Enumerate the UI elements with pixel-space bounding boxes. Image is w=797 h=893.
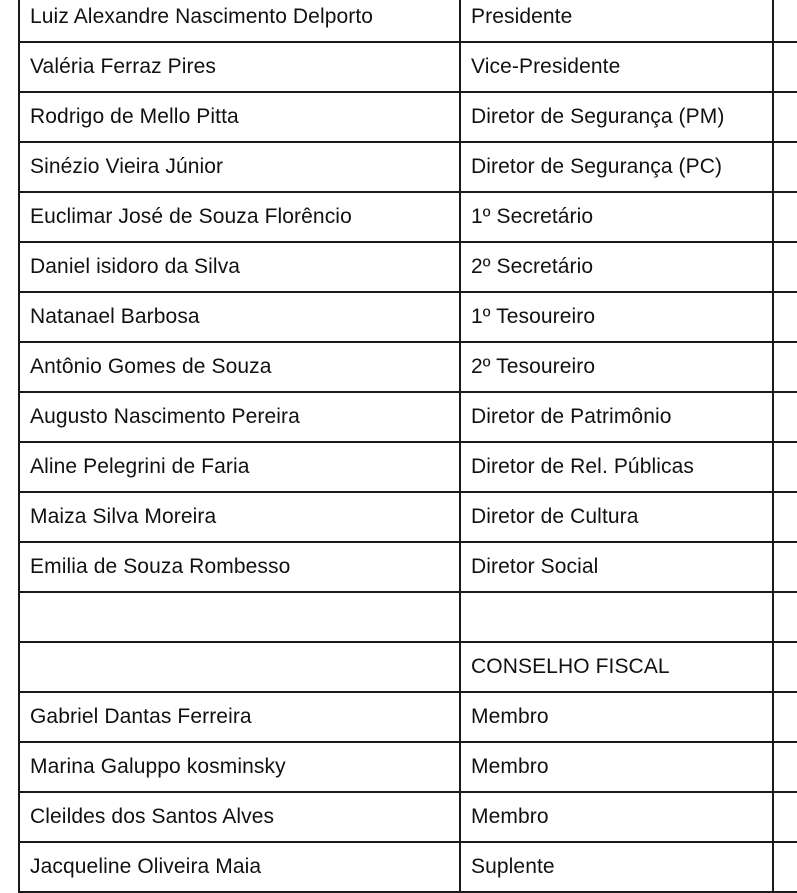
empty-cell <box>774 843 797 891</box>
section-heading-cell: CONSELHO FISCAL <box>461 643 774 691</box>
member-role-cell <box>461 593 774 641</box>
empty-cell <box>774 743 797 791</box>
empty-cell <box>774 393 797 441</box>
table-row <box>20 443 797 493</box>
table-row <box>20 43 797 93</box>
member-role-cell: Diretor de Segurança (PM) <box>461 93 774 141</box>
table-row <box>20 393 797 443</box>
member-name-cell: Daniel isidoro da Silva <box>20 243 461 291</box>
table-row <box>20 243 797 293</box>
member-name-cell: Natanael Barbosa <box>20 293 461 341</box>
table-row <box>20 93 797 143</box>
member-name-cell: Gabriel Dantas Ferreira <box>20 693 461 741</box>
member-name-cell: Sinézio Vieira Júnior <box>20 143 461 191</box>
empty-cell <box>774 793 797 841</box>
member-role-cell: Vice-Presidente <box>461 43 774 91</box>
empty-cell <box>774 693 797 741</box>
member-name-cell: Cleildes dos Santos Alves <box>20 793 461 841</box>
empty-cell <box>774 493 797 541</box>
member-role-cell: Suplente <box>461 843 774 891</box>
board-members-table <box>18 0 797 893</box>
member-role-cell: Diretor de Patrimônio <box>461 393 774 441</box>
member-name-cell: Luiz Alexandre Nascimento Delporto <box>20 0 461 41</box>
member-role-cell: Presidente <box>461 0 774 41</box>
empty-cell <box>774 93 797 141</box>
member-name-cell: Augusto Nascimento Pereira <box>20 393 461 441</box>
member-role-cell: Diretor de Segurança (PC) <box>461 143 774 191</box>
table-row <box>20 0 797 43</box>
table-row <box>20 593 797 643</box>
empty-cell <box>774 0 797 41</box>
table-row <box>20 793 797 843</box>
member-role-cell: Membro <box>461 793 774 841</box>
member-role-cell: Membro <box>461 693 774 741</box>
member-role-cell: 1º Tesoureiro <box>461 293 774 341</box>
empty-cell <box>774 43 797 91</box>
empty-cell <box>774 143 797 191</box>
member-name-cell: Emilia de Souza Rombesso <box>20 543 461 591</box>
member-name-cell: Rodrigo de Mello Pitta <box>20 93 461 141</box>
empty-cell <box>774 593 797 641</box>
empty-cell <box>774 293 797 341</box>
table-row <box>20 293 797 343</box>
member-role-cell: Diretor de Rel. Públicas <box>461 443 774 491</box>
member-name-cell: Antônio Gomes de Souza <box>20 343 461 391</box>
table-row <box>20 343 797 393</box>
member-name-cell: Valéria Ferraz Pires <box>20 43 461 91</box>
empty-cell <box>774 443 797 491</box>
empty-cell <box>774 243 797 291</box>
member-role-cell: 1º Secretário <box>461 193 774 241</box>
empty-cell <box>774 643 797 691</box>
member-name-cell: Euclimar José de Souza Florêncio <box>20 193 461 241</box>
member-role-cell: Diretor de Cultura <box>461 493 774 541</box>
table-row <box>20 493 797 543</box>
member-role-cell: 2º Tesoureiro <box>461 343 774 391</box>
member-role-cell: 2º Secretário <box>461 243 774 291</box>
table-row <box>20 843 797 893</box>
member-name-cell: Aline Pelegrini de Faria <box>20 443 461 491</box>
table-row <box>20 193 797 243</box>
member-role-cell: Membro <box>461 743 774 791</box>
member-name-cell: Marina Galuppo kosminsky <box>20 743 461 791</box>
member-role-cell: Diretor Social <box>461 543 774 591</box>
table-row <box>20 693 797 743</box>
empty-cell <box>774 543 797 591</box>
empty-cell <box>774 343 797 391</box>
empty-cell <box>774 193 797 241</box>
table-row <box>20 143 797 193</box>
member-name-cell <box>20 643 461 691</box>
table-row <box>20 643 797 693</box>
table-row <box>20 743 797 793</box>
member-name-cell: Maiza Silva Moreira <box>20 493 461 541</box>
member-name-cell <box>20 593 461 641</box>
table-row <box>20 543 797 593</box>
member-name-cell: Jacqueline Oliveira Maia <box>20 843 461 891</box>
